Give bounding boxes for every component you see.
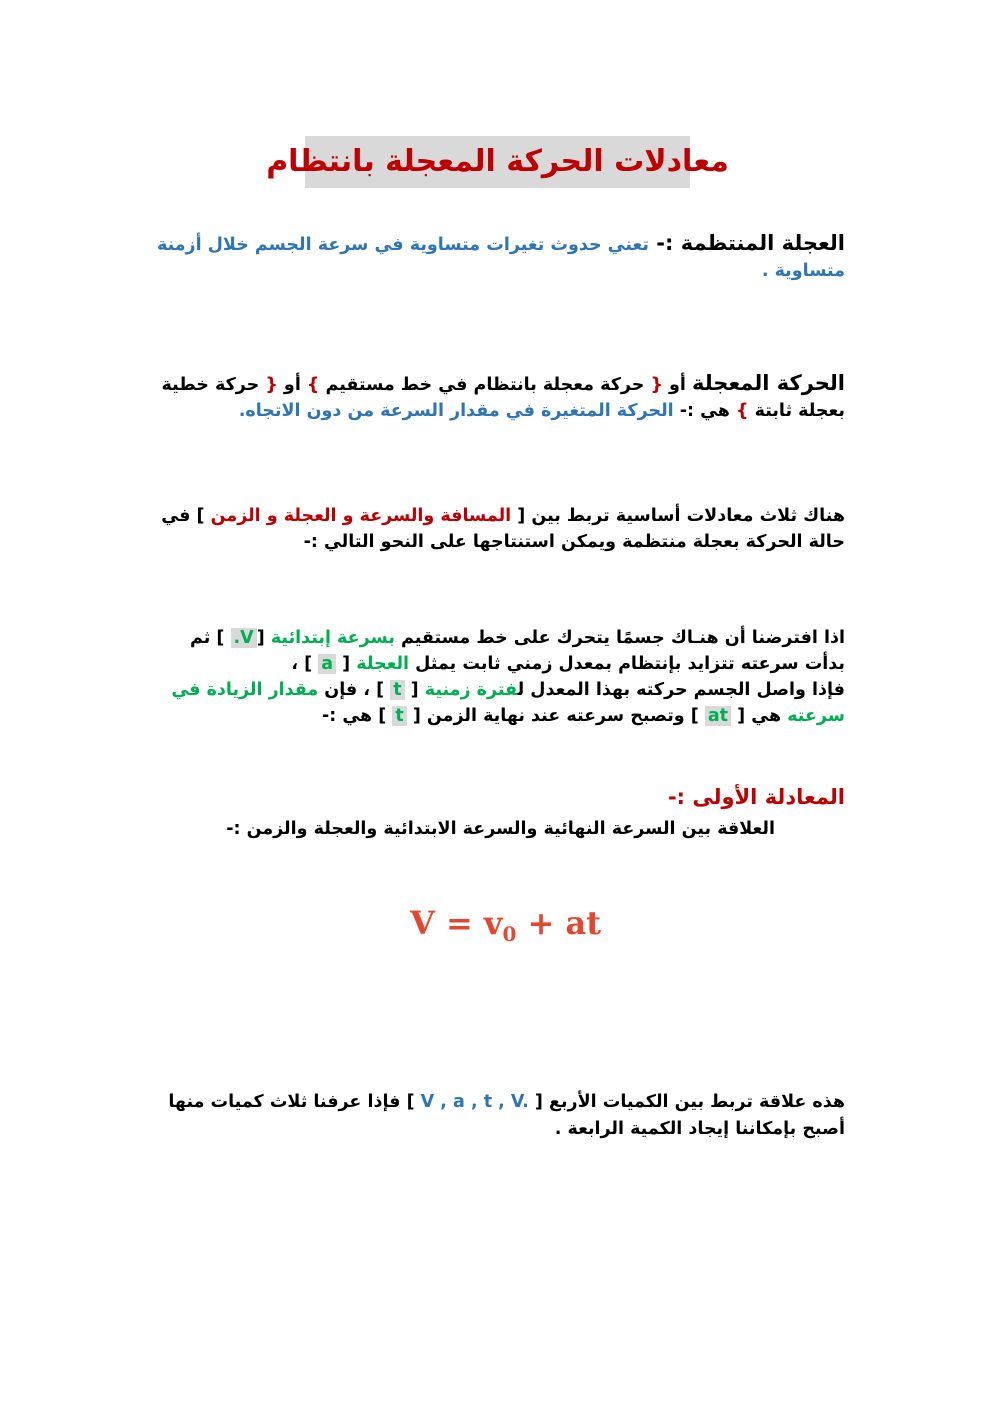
text-segment: ] في حالة الحركة بعجلة منتظمة ويمكن استنتاجها على النحو التالي :- xyxy=(161,506,845,552)
text-segment: أو xyxy=(277,375,307,395)
uniform-acceleration-definition xyxy=(150,231,845,284)
text-segment: هذه علاقة تربط بين الكميات الأربع [ xyxy=(528,1092,845,1112)
text-segment: حركة معجلة بانتظام في خط مستقيم xyxy=(319,375,651,395)
text-segment: فإذا واصل الجسم حركته بهذا المعدل ل xyxy=(517,680,845,700)
text-segment: هي [ xyxy=(731,706,788,726)
page-title: معادلات الحركة المعجلة بانتظام xyxy=(266,144,729,179)
velocity-increase-label: مقدار الزيادة في سرعته xyxy=(171,680,845,726)
derivation-paragraph xyxy=(150,625,845,729)
acceleration-label: العجلة xyxy=(356,654,410,674)
text-segment: هي :- xyxy=(673,400,737,421)
initial-velocity-symbol: V. xyxy=(231,628,257,648)
definition-text: الحركة المتغيرة في مقدار السرعة من دون الاتجاه. xyxy=(238,400,674,421)
quantities-list: المسافة والسرعة و العجلة و الزمن xyxy=(210,506,512,526)
text-segment: [ xyxy=(256,628,271,648)
text-segment: أو xyxy=(662,375,692,395)
time-symbol-2: t xyxy=(392,706,406,726)
text-segment: ] وتصبح سرعته عند نهاية الزمن [ xyxy=(406,706,705,726)
brace: } xyxy=(306,375,320,395)
equation-subscript: 0 xyxy=(502,922,517,946)
text-segment: ] هي :- xyxy=(321,706,393,726)
term-uniform-acceleration: العجلة المنتظمة xyxy=(680,231,845,255)
time-symbol: t xyxy=(390,680,404,700)
text-segment: ] فإذا عرفنا ثلاث كميات منها أصبح بإمكاننا إيجاد الكمية الرابعة . xyxy=(168,1092,845,1139)
text-segment: ] ، xyxy=(291,654,319,674)
brace: { xyxy=(265,375,278,395)
at-symbol: at xyxy=(705,706,731,726)
text-segment: ] ، فإن xyxy=(318,680,391,700)
accelerated-motion-definition xyxy=(150,371,845,424)
brace: { xyxy=(650,375,663,395)
first-equation-heading: المعادلة الأولى :- xyxy=(667,785,845,809)
definition-text: تعني حدوث تغيرات متساوية في سرعة الجسم خلال أزمنة متساوية . xyxy=(156,235,845,281)
first-equation-relation: العلاقة بين السرعة النهائية والسرعة الابتدائية والعجلة والزمن :- xyxy=(226,819,775,839)
variables-list: V , a , t , V. xyxy=(420,1092,529,1112)
brace: } xyxy=(736,400,749,421)
initial-velocity-label: بسرعة إبتدائية xyxy=(270,628,395,648)
text-segment: حركة خطية بعجلة ثابتة xyxy=(161,375,845,421)
equation-formula xyxy=(410,898,630,959)
acceleration-symbol: a xyxy=(318,654,336,674)
term-accelerated-motion: الحركة المعجلة xyxy=(692,371,845,395)
time-period-label: فترة زمنية xyxy=(424,680,518,700)
title-banner xyxy=(266,136,729,188)
separator: :- xyxy=(648,231,681,255)
equation-rhs: + at xyxy=(516,904,602,942)
three-equations-intro xyxy=(150,504,845,555)
equation-lhs: V = v xyxy=(410,904,503,942)
four-quantities-paragraph xyxy=(150,1089,845,1143)
text-segment: اذا افترضنا أن هنـاك جسمًا يتحرك على خط مستقيم xyxy=(394,628,845,648)
text-segment: هناك ثلاث معادلات أساسية تربط بين [ xyxy=(511,506,845,526)
text-segment: ] ثم بدأت سرعته تتزايد بإنتظام بمعدل زمني ثابت يمثل xyxy=(190,628,845,674)
text-segment: [ xyxy=(336,654,357,674)
text-segment: [ xyxy=(404,680,425,700)
